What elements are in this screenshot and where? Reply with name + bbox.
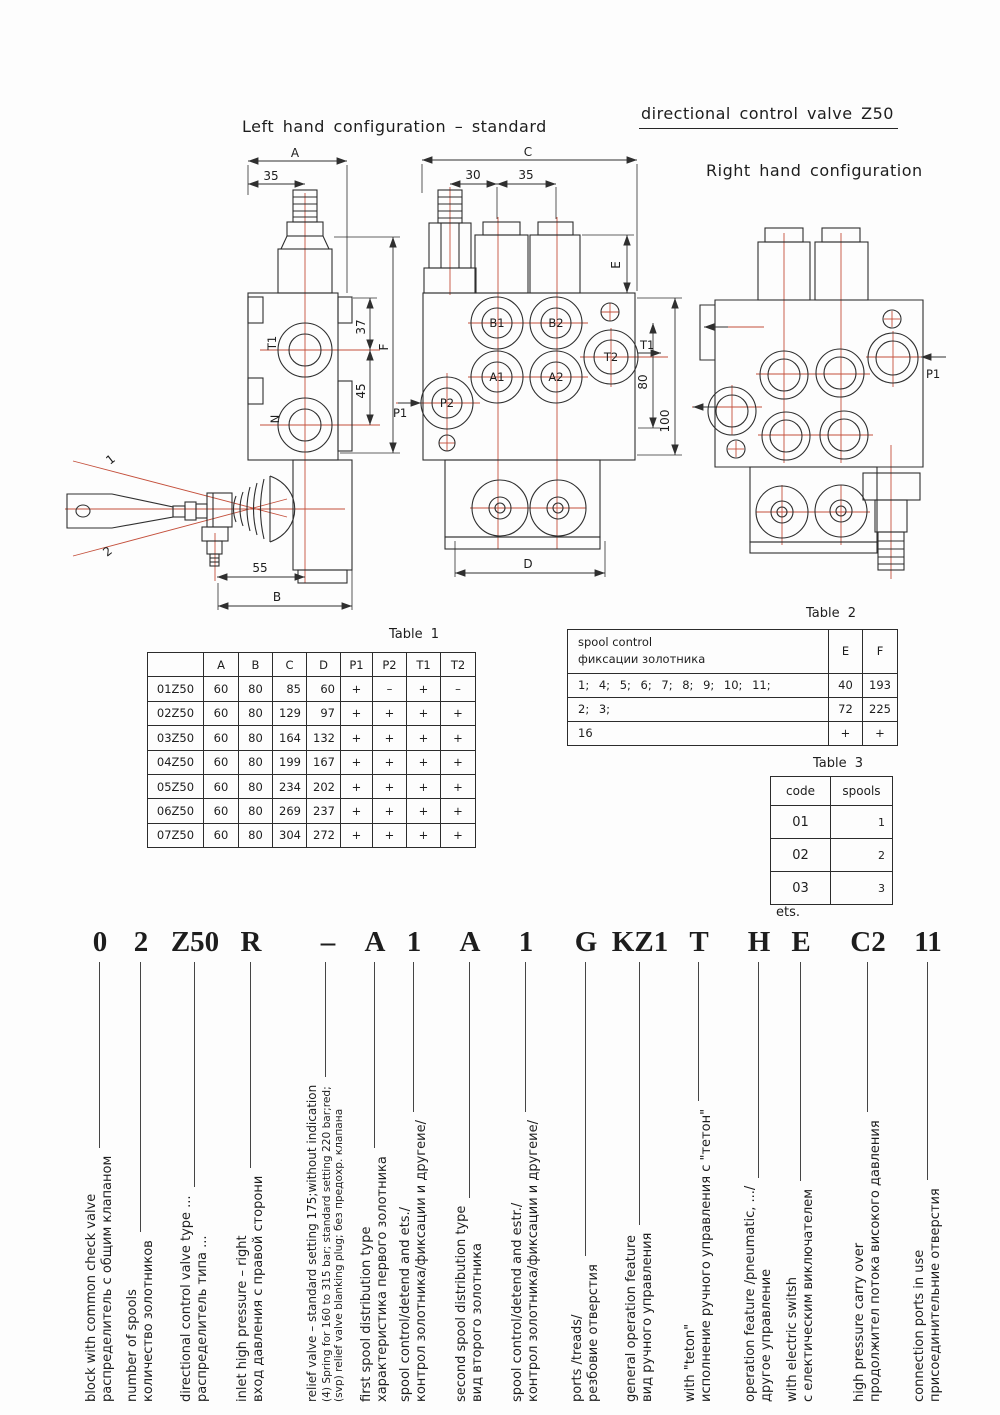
table-row	[148, 653, 476, 677]
legend-line: block with common check valve	[84, 1193, 99, 1402]
code-legend-14	[852, 962, 883, 1402]
table2-title: Table 2	[806, 606, 857, 621]
cell: +	[441, 823, 476, 847]
leader-line	[758, 962, 759, 1178]
cell: 129	[273, 701, 307, 725]
cell: 03	[771, 872, 831, 905]
col-header	[148, 653, 204, 677]
code-legend-7	[454, 962, 485, 1402]
legend-line: relief valve – standard setting 175;without indication	[305, 1084, 319, 1402]
code-char-1: 2	[133, 926, 149, 958]
cell: 60	[204, 701, 239, 725]
code-legend-13	[785, 962, 816, 1402]
dim-a-label: A	[290, 146, 300, 160]
table-row	[148, 799, 476, 823]
col-header: T1	[407, 653, 441, 677]
table-row	[771, 777, 893, 806]
legend-line: вид второго золотника	[469, 1242, 485, 1402]
legend-line: вход давления с правой сторони	[250, 1175, 266, 1402]
legend-line: connection ports in use	[912, 1249, 927, 1402]
table-row	[148, 677, 476, 701]
cell: 60	[204, 750, 239, 774]
cell: +	[441, 774, 476, 798]
table-row	[148, 774, 476, 798]
cell: 80	[239, 799, 273, 823]
dim-30-label: 30	[465, 168, 481, 182]
col-header: C	[273, 653, 307, 677]
legend-line: spool control/detend and ets./	[398, 1206, 413, 1402]
cell: +	[863, 721, 898, 745]
cell: 132	[307, 726, 341, 750]
leader-line	[374, 962, 375, 1148]
cell: 01	[771, 806, 831, 839]
port-t1-label: T1	[265, 335, 279, 351]
cell: +	[341, 726, 373, 750]
lever-handle	[67, 494, 173, 528]
legend-line: характеристика первого золотника	[374, 1156, 390, 1402]
legend-line: second spool distribution type	[454, 1205, 469, 1402]
leader-line	[325, 962, 326, 1077]
cell: 60	[204, 799, 239, 823]
cell: 1; 4; 5; 6; 7; 8; 9; 10; 11;	[568, 673, 829, 697]
code-legend-8	[510, 962, 541, 1402]
legend-line: присоединительние отверстия	[927, 1188, 943, 1402]
legend-line: operation feature /pneumatic, .../	[743, 1185, 758, 1402]
cell: 07Z50	[148, 823, 204, 847]
leader-line	[250, 962, 251, 1168]
table-row	[568, 721, 898, 745]
code-char-4: –	[320, 926, 336, 958]
cell: +	[407, 774, 441, 798]
port-t2-label: T2	[603, 350, 619, 364]
cell: +	[341, 774, 373, 798]
cell: 3	[831, 872, 893, 905]
table-2	[567, 629, 898, 746]
cell: +	[373, 726, 407, 750]
dim-b-label: B	[272, 590, 282, 604]
code-char-14: C2	[850, 926, 886, 958]
legend-line: вид ручного управления	[639, 1232, 655, 1402]
cell: 199	[273, 750, 307, 774]
table-row	[771, 872, 893, 905]
code-char-3: R	[240, 926, 262, 958]
cell: +	[341, 701, 373, 725]
cell: 304	[273, 823, 307, 847]
cell: 80	[239, 774, 273, 798]
port-a1-label: A1	[489, 370, 505, 384]
port-p2-label: P2	[439, 396, 455, 410]
cell: +	[407, 677, 441, 701]
leader-line	[469, 962, 470, 1198]
cell: 04Z50	[148, 750, 204, 774]
table-row	[148, 750, 476, 774]
code-legend-4	[305, 962, 346, 1402]
cell: +	[341, 799, 373, 823]
cell: 2; 3;	[568, 697, 829, 721]
cell: 02Z50	[148, 701, 204, 725]
leader-line	[194, 962, 195, 1187]
dim-c-label: C	[523, 145, 533, 159]
cell: +	[441, 799, 476, 823]
legend-line: другое управление	[758, 1268, 774, 1402]
cell: 40	[829, 673, 863, 697]
leader-line	[140, 962, 141, 1232]
legend-line: first spool distribution type	[359, 1226, 374, 1402]
port-p1-label: P1	[393, 406, 408, 420]
cell: –	[441, 677, 476, 701]
lever-position-2-label: 2	[100, 543, 115, 560]
legend-line: контрол золотника/фиксации и другеие/	[525, 1120, 541, 1402]
col-header: code	[771, 777, 831, 806]
cell: +	[441, 701, 476, 725]
legend-line: резбовие отверстия	[585, 1264, 601, 1402]
port-t1-label: T1	[640, 338, 655, 352]
code-char-2: Z50	[170, 926, 220, 958]
legend-line: распределитель с общим клапаном	[99, 1155, 115, 1402]
code-char-0: 0	[92, 926, 108, 958]
valve-body-outline	[693, 228, 946, 570]
cell: +	[373, 823, 407, 847]
col-header: A	[204, 653, 239, 677]
cell: 164	[273, 726, 307, 750]
legend-line: with electric switsh	[785, 1277, 800, 1402]
leader-line	[698, 962, 699, 1101]
cell: +	[373, 799, 407, 823]
port-b2-label: B2	[548, 316, 564, 330]
front-valve-drawing	[388, 145, 688, 625]
cell: +	[341, 750, 373, 774]
legend-line: (svp) relief valve blanking plug; без предохр. клапана	[333, 1108, 345, 1402]
cell: 80	[239, 726, 273, 750]
legend-line: ports /treads/	[570, 1314, 585, 1402]
legend-line: (4) Spring for 160 to 315 bar; standard setting 220 bar;red;	[320, 1086, 333, 1402]
cell: 01Z50	[148, 677, 204, 701]
code-legend-11	[683, 962, 714, 1402]
table-1	[147, 652, 476, 848]
table3-footnote: ets.	[776, 905, 801, 920]
cell: +	[441, 750, 476, 774]
table-3	[770, 776, 893, 905]
code-char-11: T	[689, 926, 709, 958]
cell: 60	[307, 677, 341, 701]
table1-title: Table 1	[389, 627, 440, 642]
left-config-title: Left hand configuration – standard	[242, 117, 547, 136]
port-p1-label: P1	[926, 367, 941, 381]
legend-line: high pressure carry over	[852, 1242, 867, 1402]
doc-title: directional control valve Z50	[639, 104, 898, 129]
cell: 97	[307, 701, 341, 725]
cell: +	[407, 701, 441, 725]
cell: 80	[239, 823, 273, 847]
cell: 72	[829, 697, 863, 721]
cell: 06Z50	[148, 799, 204, 823]
cell: +	[341, 677, 373, 701]
leader-line	[927, 962, 928, 1180]
dim-55-label: 55	[252, 561, 268, 575]
dim-80-label: 80	[636, 374, 650, 390]
cell: 193	[863, 673, 898, 697]
cell: 60	[204, 774, 239, 798]
leader-line	[413, 962, 414, 1112]
cell: +	[407, 726, 441, 750]
cell: +	[829, 721, 863, 745]
cell: +	[407, 750, 441, 774]
leader-line	[639, 962, 640, 1225]
cell: 234	[273, 774, 307, 798]
cell: 202	[307, 774, 341, 798]
table-row	[148, 701, 476, 725]
code-legend-5	[359, 962, 390, 1402]
legend-line: продолжител потока високого давления	[867, 1120, 883, 1402]
cell: 272	[307, 823, 341, 847]
spool-control-en: spool control	[578, 635, 653, 649]
code-legend-12	[743, 962, 774, 1402]
code-legend-3	[235, 962, 266, 1402]
left-valve-drawing	[55, 145, 408, 625]
port-b1-label: B1	[489, 316, 505, 330]
code-legend-2	[179, 962, 210, 1402]
valve-body-outline	[67, 190, 352, 583]
right-valve-drawing	[688, 205, 1000, 610]
cell: +	[341, 823, 373, 847]
table3-title: Table 3	[813, 756, 864, 771]
col-header: B	[239, 653, 273, 677]
legend-line: контрол золотника/фиксации и другеие/	[413, 1120, 429, 1402]
cell: 2	[831, 839, 893, 872]
spool-control-ru: фиксации золотника	[578, 652, 706, 667]
col-header: T2	[441, 653, 476, 677]
dim-e-label: E	[609, 261, 623, 269]
code-legend-15	[912, 962, 943, 1402]
table-row	[148, 726, 476, 750]
cell: 1	[831, 806, 893, 839]
cell: 269	[273, 799, 307, 823]
valve-body-outline	[398, 190, 661, 549]
code-char-13: E	[791, 926, 811, 958]
col-header: P1	[341, 653, 373, 677]
leader-line	[800, 962, 801, 1181]
cell: 80	[239, 677, 273, 701]
table-row	[148, 823, 476, 847]
dim-35-label: 35	[263, 169, 279, 183]
table-row	[568, 697, 898, 721]
table-row	[771, 806, 893, 839]
legend-line: с електическим виключателем	[800, 1188, 816, 1402]
code-char-12: H	[747, 926, 771, 958]
code-legend-1	[125, 962, 156, 1402]
centerlines	[65, 193, 380, 583]
cell: +	[441, 726, 476, 750]
leader-line	[99, 962, 100, 1148]
table-row	[568, 673, 898, 697]
col-header: D	[307, 653, 341, 677]
port-n-label: N	[268, 414, 282, 424]
col-header	[568, 630, 829, 674]
cell: 05Z50	[148, 774, 204, 798]
legend-line: with "teton"	[683, 1323, 698, 1402]
cell: 167	[307, 750, 341, 774]
leader-line	[585, 962, 586, 1256]
col-header: E	[829, 630, 863, 674]
code-char-8: 1	[518, 926, 534, 958]
dim-f-label: F	[377, 343, 391, 351]
legend-line: number of spools	[125, 1289, 140, 1402]
cell: 85	[273, 677, 307, 701]
cell: 03Z50	[148, 726, 204, 750]
cell: 02	[771, 839, 831, 872]
dim-d-label: D	[523, 557, 533, 571]
table-row	[771, 839, 893, 872]
cell: 60	[204, 726, 239, 750]
right-config-title: Right hand configuration	[706, 161, 923, 180]
lever-position-1-label: 1	[103, 451, 118, 468]
leader-line	[525, 962, 526, 1112]
cell: 16	[568, 721, 829, 745]
legend-line: исполнение ручного управления с "тетон"	[698, 1108, 714, 1402]
code-char-9: G	[574, 926, 598, 958]
dim-35-label: 35	[518, 168, 534, 182]
front-drawing-dimensions	[393, 145, 682, 577]
cell: 80	[239, 701, 273, 725]
col-header: spools	[831, 777, 893, 806]
dim-100-label: 100	[658, 409, 672, 433]
code-char-6: 1	[406, 926, 422, 958]
legend-line: directional control valve type ...	[179, 1195, 194, 1402]
col-header: F	[863, 630, 898, 674]
code-legend-0	[84, 962, 115, 1402]
legend-line: spool control/detend and estr./	[510, 1202, 525, 1402]
cell: 60	[204, 823, 239, 847]
legend-line: количество золотников	[140, 1240, 156, 1402]
relief-valve-block	[863, 473, 920, 500]
dim-37-label: 37	[354, 319, 368, 335]
cell: 225	[863, 697, 898, 721]
cell: +	[373, 750, 407, 774]
table-row	[568, 630, 898, 674]
cell: –	[373, 677, 407, 701]
code-legend-10	[624, 962, 655, 1402]
code-char-7: A	[459, 926, 481, 958]
cell: +	[373, 701, 407, 725]
code-legend-9	[570, 962, 601, 1402]
legend-line: general operation feature	[624, 1234, 639, 1402]
cell: 80	[239, 750, 273, 774]
code-legend-6	[398, 962, 429, 1402]
col-header: P2	[373, 653, 407, 677]
code-char-5: A	[364, 926, 386, 958]
cell: 60	[204, 677, 239, 701]
code-char-15: 11	[914, 926, 942, 958]
legend-line: распределитель типа ...	[194, 1235, 210, 1402]
cell: +	[407, 799, 441, 823]
dim-45-label: 45	[354, 383, 368, 399]
cell: +	[407, 823, 441, 847]
cell: 237	[307, 799, 341, 823]
legend-line: inlet high pressure – right	[235, 1235, 250, 1402]
code-char-10: KZ1	[611, 926, 669, 958]
leader-line	[867, 962, 868, 1112]
cell: +	[373, 774, 407, 798]
port-a2-label: A2	[548, 370, 564, 384]
